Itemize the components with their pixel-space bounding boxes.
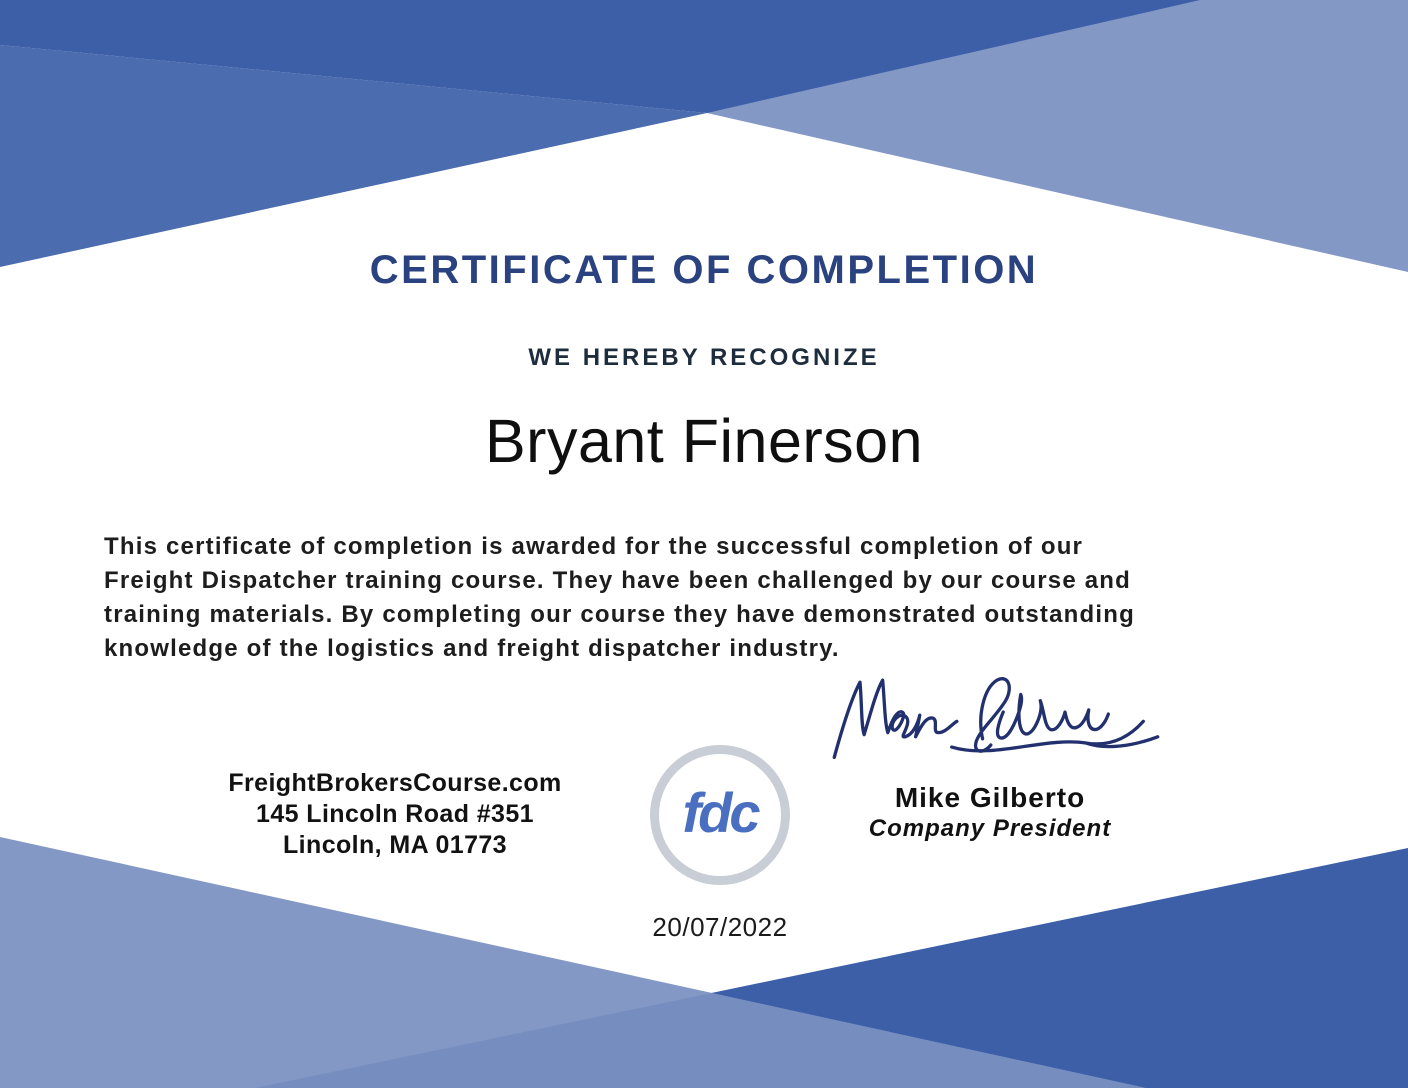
body-line: training materials. By completing our course they have demonstrated outstanding — [104, 601, 1135, 628]
signer-name: Mike Gilberto — [894, 782, 1086, 813]
recipient-name: Bryant Finerson — [484, 407, 924, 475]
body-line: This certificate of completion is awarded for the successful completion of our — [104, 533, 1084, 560]
issuer-website: FreightBrokersCourse.com — [228, 769, 562, 797]
body-line: Freight Dispatcher training course. They have been challenged by our course and — [104, 567, 1132, 594]
signature-image — [826, 670, 1166, 785]
certificate-title: CERTIFICATE OF COMPLETION — [369, 248, 1039, 292]
fdc-logo-text: fdc — [682, 780, 758, 844]
issuer-address-line2: Lincoln, MA 01773 — [283, 831, 507, 859]
certificate-body — [104, 530, 1344, 666]
body-line: knowledge of the logistics and freight dispatcher industry. — [104, 635, 840, 662]
fdc-logo — [650, 745, 790, 885]
certificate-date: 20/07/2022 — [652, 912, 788, 942]
issuer-address-line1: 145 Lincoln Road #351 — [256, 800, 534, 828]
signature-stroke — [976, 679, 1109, 751]
certificate-subtitle: WE HEREBY RECOGNIZE — [528, 344, 880, 371]
issuer-block — [200, 768, 590, 861]
signer-title: Company President — [868, 815, 1112, 842]
signature-stroke — [834, 680, 957, 757]
